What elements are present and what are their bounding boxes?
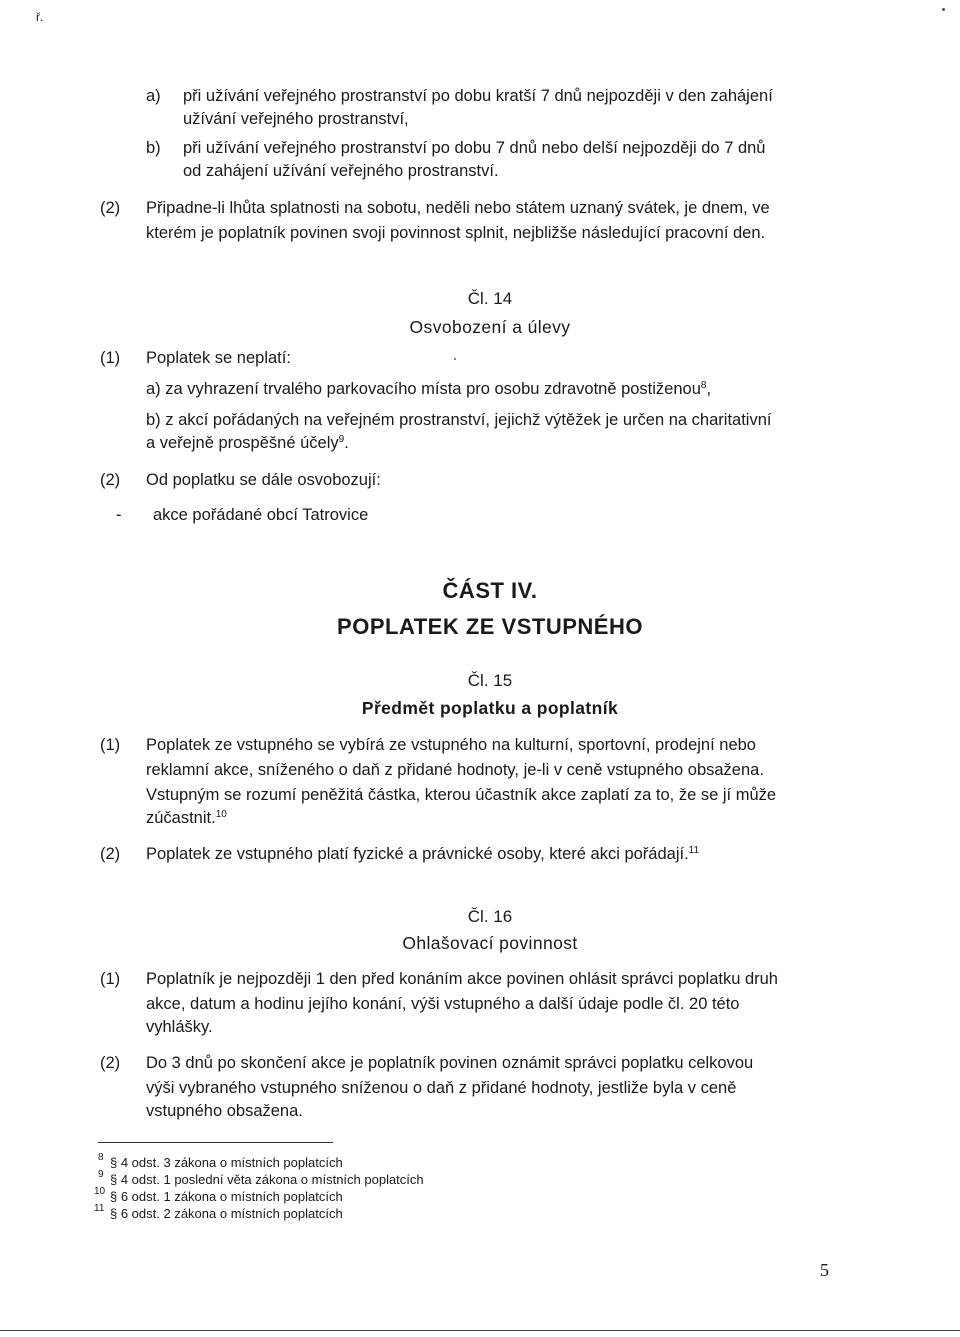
list-b-label: b) <box>146 139 161 157</box>
article-14-item-b-line2: a veřejně prospěšné účely$^9$. <box>146 434 349 452</box>
footnote-8: 8 § 4 odst. 3 zákona o místních poplatcích <box>98 1152 343 1170</box>
article-16-p2-line2: výši vybraného vstupného sníženou o daň z přidané hodnoty, jestliže byla v ceně <box>146 1079 737 1097</box>
article-14-p2-text: Od poplatku se dále osvobozují: <box>146 471 381 489</box>
footnote-10: 10 § 6 odst. 1 zákona o místních poplatcích <box>94 1186 343 1204</box>
dash-bullet: - <box>116 506 122 524</box>
article-15-p1-line4: zúčastnit.$^{10}$ <box>146 809 227 827</box>
article-16-p2-line1: Do 3 dnů po skončení akce je poplatník povinen oznámit správci poplatku celkovou <box>146 1054 754 1072</box>
list-a-label: a) <box>146 87 161 105</box>
list-a-line1: při užívání veřejného prostranství po dobu kratší 7 dnů nejpozději v den zahájení <box>183 87 773 105</box>
article-14-item-a: a) za vyhrazení trvalého parkovacího místa pro osobu zdravotně postiženou$^8$, <box>146 380 712 398</box>
article-15-p1-number: (1) <box>100 736 121 754</box>
list-b-line1: při užívání veřejného prostranství po dobu 7 dnů nebo delší nejpozději do 7 dnů <box>183 139 766 157</box>
footnote-mark: 8 <box>98 1152 104 1163</box>
footnote-11: 11 § 6 odst. 2 zákona o místních poplatcích <box>94 1203 343 1221</box>
para2-number: (2) <box>100 199 121 217</box>
footnote-ref-8: 8 <box>700 380 707 391</box>
list-b-line2: od zahájení užívání veřejného prostranství. <box>183 162 499 180</box>
footnote-separator <box>98 1142 333 1143</box>
article-16-p1-line3: vyhlášky. <box>146 1018 213 1036</box>
article-16-p1-line2: akce, datum a hodinu jejího konání, výši vstupného a další údaje podle čl. 20 této <box>146 995 740 1013</box>
page-bottom-edge <box>0 1330 960 1331</box>
footnote-mark: 9 <box>98 1169 104 1180</box>
footnote-mark: 11 <box>94 1203 105 1214</box>
corner-mark: ř. <box>36 10 44 24</box>
article-16-title: Ohlašovací povinnost <box>402 933 578 953</box>
article-14-number: Čl. 14 <box>467 289 513 308</box>
article-15-p2-text: Poplatek ze vstupného platí fyzické a právnické osoby, které akci pořádají.$^{11}$ <box>146 845 700 863</box>
article-14-p1-text: Poplatek se neplatí: <box>146 349 291 367</box>
article-15-p1-line3: Vstupným se rozumí peněžitá částka, kterou účastník akce zaplatí za to, že se jí může <box>146 786 777 804</box>
article-14-exemption-item: akce pořádané obcí Tatrovice <box>153 506 369 524</box>
para2-line1: Připadne-li lhůta splatnosti na sobotu, neděli nebo státem uznaný svátek, je dnem, ve <box>146 199 770 217</box>
article-14-p1-number: (1) <box>100 349 121 367</box>
article-14-title: Osvobození a úlevy <box>409 317 571 337</box>
scan-speck <box>454 358 456 360</box>
footnote-9: 9 § 4 odst. 1 poslední věta zákona o místních poplatcích <box>98 1169 424 1187</box>
footnote-ref-9: 9 <box>338 434 345 445</box>
footnote-ref-11: 11 <box>688 845 700 856</box>
article-15-p2-number: (2) <box>100 845 121 863</box>
scan-speck <box>942 8 945 11</box>
part-4-title: ČÁST IV. <box>442 578 538 603</box>
part-4-subtitle: POPLATEK ZE VSTUPNÉHO <box>337 614 643 639</box>
para2-line2: kterém je poplatník povinen svoji povinnost splnit, nejbližše následující pracovní den. <box>146 224 766 242</box>
article-14-p2-number: (2) <box>100 471 121 489</box>
article-15-title: Předmět poplatku a poplatník <box>361 698 619 718</box>
article-14-item-b-line1: b) z akcí pořádaných na veřejném prostranství, jejichž výtěžek je určen na charitativní <box>146 411 772 429</box>
article-15-p1-line1: Poplatek ze vstupného se vybírá ze vstupného na kulturní, sportovní, prodejní nebo <box>146 736 756 754</box>
article-16-p2-number: (2) <box>100 1054 121 1072</box>
page-number: 5 <box>820 1260 829 1280</box>
article-16-number: Čl. 16 <box>467 907 513 926</box>
article-16-p1-number: (1) <box>100 970 121 988</box>
list-a-line2: užívání veřejného prostranství, <box>183 110 409 128</box>
article-15-p1-line2: reklamní akce, sníženého o daň z přidané hodnoty, je-li v ceně vstupného obsažena. <box>146 761 764 779</box>
article-15-number: Čl. 15 <box>467 671 513 690</box>
article-16-p2-line3: vstupného obsažena. <box>146 1102 303 1120</box>
footnote-mark: 10 <box>94 1186 106 1197</box>
footnote-ref-10: 10 <box>215 809 227 820</box>
article-16-p1-line1: Poplatník je nejpozději 1 den před konáním akce povinen ohlásit správci poplatku druh <box>146 970 778 988</box>
